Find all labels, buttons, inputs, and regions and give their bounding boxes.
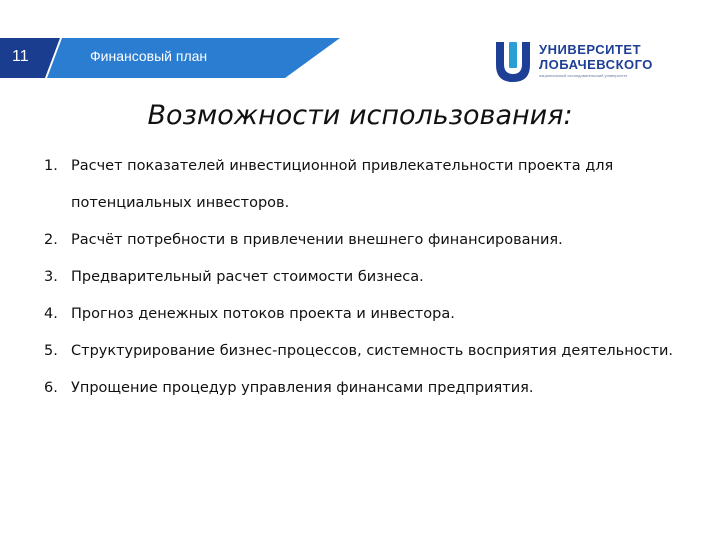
slide-number: 11 — [12, 48, 29, 65]
university-logo-icon — [493, 40, 533, 84]
logo-text-line1: УНИВЕРСИТЕТ — [539, 42, 642, 57]
logo-text-line3: национальный исследовательский университет — [539, 73, 628, 78]
list-item — [44, 333, 674, 370]
list-item-number: 5. — [44, 343, 58, 359]
list-item-text: Расчет показателей инвестиционной привлекательности проекта для потенциальных инвесторов. — [71, 158, 614, 211]
list-item — [44, 259, 674, 296]
list-item-number: 6. — [44, 380, 58, 396]
list-item-number: 2. — [44, 232, 58, 248]
list-item — [44, 222, 674, 259]
list-item-number: 3. — [44, 269, 58, 285]
list-item-text: Упрощение процедур управления финансами предприятия. — [71, 380, 534, 396]
list-item — [44, 296, 674, 333]
university-logo — [493, 40, 653, 84]
list-item — [44, 148, 674, 222]
list-item-text: Структурирование бизнес-процессов, системность восприятия деятельности. — [71, 343, 673, 359]
list-item-text: Прогноз денежных потоков проекта и инвестора. — [71, 306, 455, 322]
list-item-number: 1. — [44, 158, 58, 174]
page-title: Возможности использования: — [147, 100, 573, 131]
logo-text-line2: ЛОБАЧЕВСКОГО — [539, 57, 653, 72]
usage-list — [44, 148, 674, 407]
list-item — [44, 370, 674, 407]
list-item-text: Предварительный расчет стоимости бизнеса. — [71, 269, 424, 285]
slide-header — [0, 38, 340, 78]
list-item-number: 4. — [44, 306, 58, 322]
section-title: Финансовый план — [90, 48, 208, 64]
list-item-text: Расчёт потребности в привлечении внешнего финансирования. — [71, 232, 563, 248]
